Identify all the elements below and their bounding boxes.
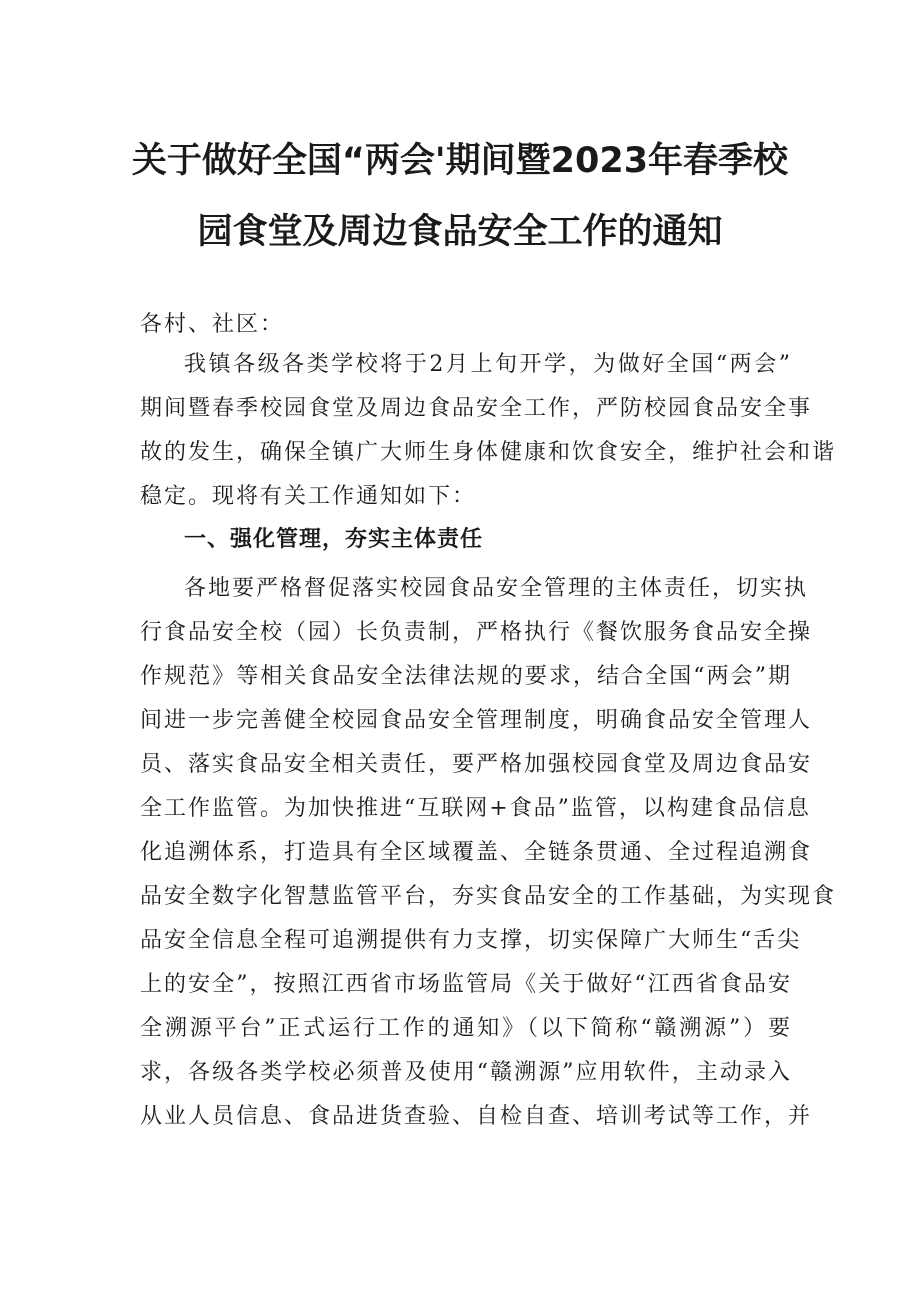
document-title-line-2: 园食堂及周边食品安全工作的通知: [197, 212, 723, 252]
paragraph-line: 作规范》等相关食品安全法律法规的要求，结合全国“两会”期: [140, 664, 792, 689]
paragraph-line: 全溯源平台”正式运行工作的通知》（以下简称“赣溯源”）要: [140, 1016, 792, 1041]
paragraph-line: 员、落实食品安全相关责任，要严格加强校园食堂及周边食品安: [140, 752, 813, 777]
paragraph-line: 各地要严格督促落实校园食品安全管理的主体责任，切实执: [184, 576, 809, 601]
intro-line: 我镇各级各类学校将于2月上旬开学，为做好全国“两会”: [184, 352, 792, 377]
section-1-paragraph: [140, 567, 837, 1139]
intro-line: 期间暨春季校园食堂及周边食品安全工作，严防校园食品安全事: [140, 396, 813, 421]
document-title-line-1: 关于做好全国“两会'期间暨2023年春季校: [131, 141, 789, 181]
paragraph-line: 全工作监管。为加快推进“互联网+食品”监管，以构建食品信息: [140, 796, 811, 821]
paragraph-line: 间进一步完善健全校园食品安全管理制度，明确食品安全管理人: [140, 708, 813, 733]
paragraph-line: 上的安全”，按照江西省市场监管局《关于做好“江西省食品安: [140, 972, 792, 997]
paragraph-line: 化追溯体系，打造具有全区域覆盖、全链条贯通、全过程追溯食: [140, 840, 813, 865]
paragraph-line: 品安全信息全程可追溯提供有力支撑，切实保障广大师生“舌尖: [140, 928, 802, 953]
section-heading-1: 一、强化管理，夯实主体责任: [184, 527, 484, 552]
paragraph-line: 求，各级各类学校必须普及使用“赣溯源”应用软件，主动录入: [140, 1060, 792, 1085]
paragraph-line: 从业人员信息、食品进货查验、自检自查、培训考试等工作，并: [140, 1104, 813, 1129]
intro-paragraph: [140, 343, 837, 519]
paragraph-line: 品安全数字化智慧监管平台，夯实食品安全的工作基础，为实现食: [140, 884, 837, 909]
intro-line: 故的发生，确保全镇广大师生身体健康和饮食安全，维护社会和谐: [140, 440, 837, 465]
intro-line: 稳定。现将有关工作通知如下：: [140, 484, 477, 509]
salutation: 各村、社区：: [140, 312, 285, 337]
paragraph-line: 行食品安全校（园）长负责制，严格执行《餐饮服务食品安全操: [140, 620, 813, 645]
